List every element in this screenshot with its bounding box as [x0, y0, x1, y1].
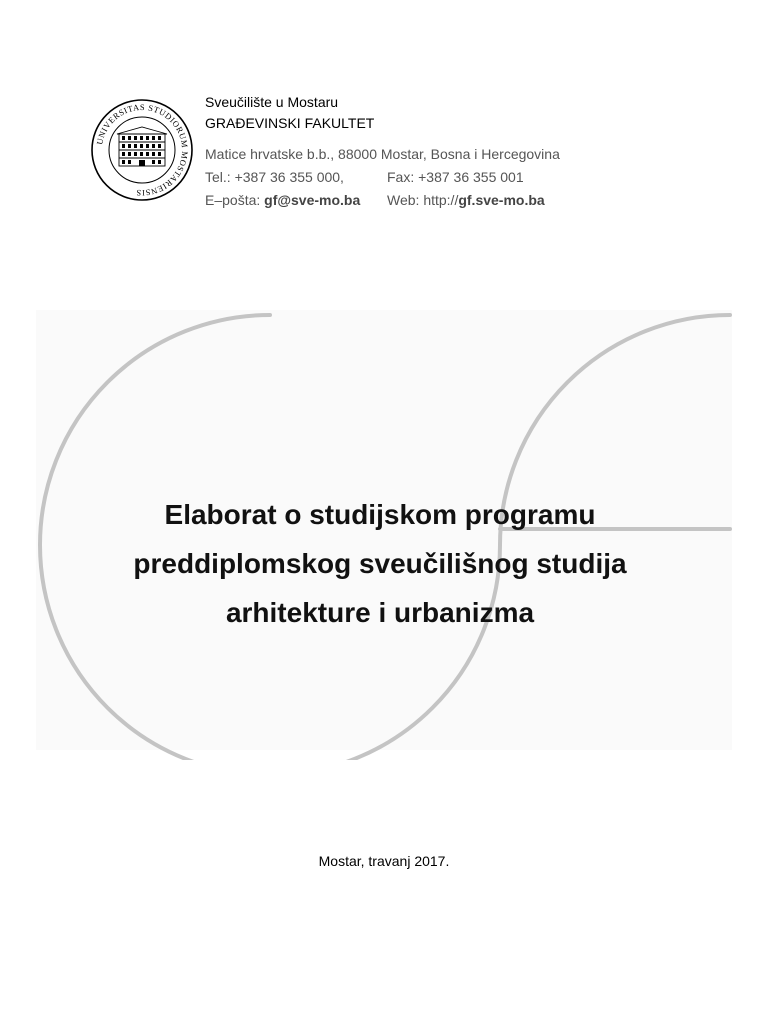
email-text: E–pošta: gf@sve-mo.ba	[205, 192, 361, 208]
address-line: Matice hrvatske b.b., 88000 Mostar, Bosna i Hercegovina	[205, 146, 560, 162]
svg-text:UNIVERSITAS STUDIORUM MOSTARIE: UNIVERSITAS STUDIORUM MOSTARIENSIS	[95, 102, 190, 198]
tel-text: Tel.: +387 36 355 000,	[205, 169, 344, 185]
place-and-date: Mostar, travanj 2017.	[318, 853, 450, 869]
title-line-1: Elaborat o studijskom programu	[164, 499, 596, 530]
phone-fax-line	[205, 167, 560, 190]
university-seal-logo	[90, 98, 194, 202]
email-web-line	[205, 190, 560, 213]
document-title	[110, 490, 650, 637]
faculty-name: GRAĐEVINSKI FAKULTET	[205, 115, 375, 131]
fax-text: Fax: +387 36 355 001	[387, 169, 524, 185]
letterhead	[205, 92, 560, 213]
email-link[interactable]: gf@sve-mo.ba	[264, 192, 361, 208]
web-text: Web: http://gf.sve-mo.ba	[387, 192, 545, 208]
university-name: Sveučilište u Mostaru	[205, 94, 339, 110]
title-line-3: arhitekture i urbanizma	[225, 597, 535, 628]
title-line-2: preddiplomskog sveučilišnog studija	[133, 548, 627, 579]
web-link[interactable]: gf.sve-mo.ba	[458, 192, 545, 208]
